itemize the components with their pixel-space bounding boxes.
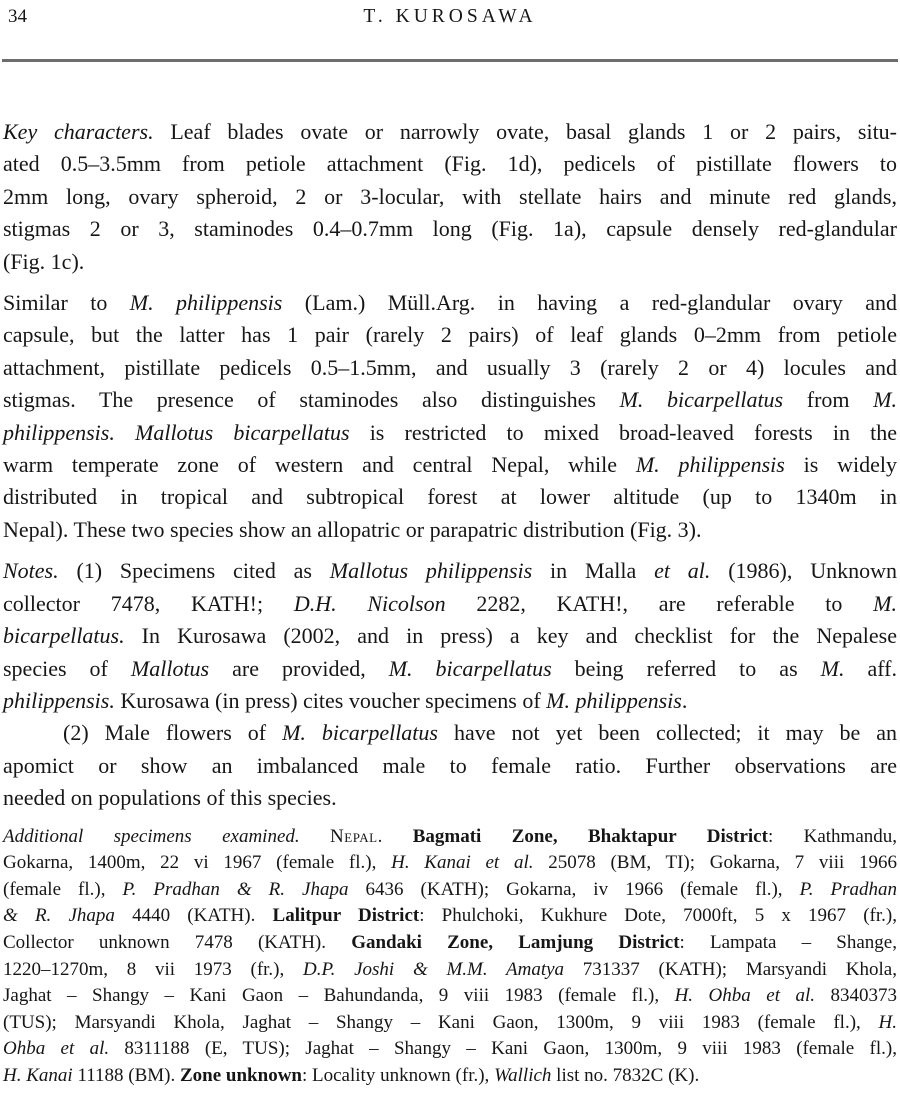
bold-text-run: Gandaki Zone, Lamjung District	[351, 931, 680, 953]
paragraph-specimens	[3, 824, 897, 1090]
paragraph-comparison	[3, 287, 897, 546]
text-run: 2mm long, ovary spheroid, 2 or 3-locular, with stellate hairs and minute red glands,	[3, 183, 897, 209]
italic-text-run: Additional specimens examined.	[3, 825, 300, 847]
italic-text-run: M.	[873, 387, 897, 413]
text-line	[3, 555, 897, 587]
text-run: are provided,	[209, 655, 389, 681]
bold-text-run: Lalitpur District	[272, 905, 420, 927]
text-run: 8340373	[815, 985, 897, 1007]
paragraph-key-characters	[3, 116, 897, 278]
text-line	[3, 930, 897, 957]
italic-text-run: M. bicarpellatus	[282, 720, 438, 746]
text-run: .	[377, 825, 413, 847]
italic-text-run: philippensis.	[3, 687, 115, 713]
text-run: list no. 7832C (K).	[551, 1064, 700, 1086]
text-line	[3, 181, 897, 213]
text-run: distributed in tropical and subtropical forest at lower altitude (up to 1340m in	[3, 484, 897, 510]
text-run: being referred to as	[551, 655, 821, 681]
paragraph-notes-2	[3, 717, 897, 814]
italic-text-run: M.	[820, 655, 845, 681]
italic-text-run: M. philippensis	[546, 687, 682, 713]
text-line	[3, 750, 897, 782]
text-run: Collector unknown 7478 (KATH).	[3, 931, 352, 953]
text-run: (Lam.) Müll.Arg. in having a red-glandular ovary and	[282, 290, 898, 316]
text-run: collector 7478, KATH!;	[3, 590, 294, 616]
text-run: stigmas. The presence of staminodes also distinguishes	[3, 387, 620, 413]
italic-text-run: Key characters.	[3, 119, 154, 144]
text-line	[3, 1063, 897, 1090]
text-run: 11188 (BM).	[72, 1064, 180, 1086]
text-run: Nepal). These two species show an allopatric or parapatric distribution (Fig. 3).	[3, 516, 702, 542]
text-run: 1220–1270m, 8 vii 1973 (fr.),	[3, 958, 303, 980]
italic-text-run: Ohba et al.	[3, 1038, 110, 1060]
italic-text-run: Wallich	[494, 1064, 552, 1086]
text-run	[300, 826, 330, 847]
italic-text-run: & R. Jhapa	[3, 905, 115, 927]
text-line	[3, 246, 897, 278]
text-line	[3, 620, 897, 652]
italic-text-run: philippensis. Mallotus bicarpellatus	[3, 419, 350, 445]
text-line	[3, 417, 897, 449]
text-line	[3, 877, 897, 904]
text-run: is restricted to mixed broad-leaved forests in the	[349, 419, 897, 445]
text-line	[3, 319, 897, 351]
text-line	[3, 514, 897, 546]
text-line	[3, 685, 897, 717]
text-run: species of	[3, 655, 131, 681]
page-header	[0, 4, 900, 30]
text-line	[3, 903, 897, 930]
text-line	[3, 352, 897, 384]
text-run: : Phulchoki, Kukhure Dote, 7000ft, 5 x 1967 (fr.),	[419, 905, 897, 927]
italic-text-run: M. philippensis	[129, 290, 283, 316]
italic-text-run: Mallotus	[130, 655, 210, 681]
text-line	[3, 287, 897, 319]
text-line	[3, 782, 897, 814]
text-line	[3, 449, 897, 481]
text-run: (1986), Unknown	[710, 558, 897, 584]
italic-text-run: H. Kanai	[3, 1064, 73, 1086]
text-run: Similar to	[3, 290, 130, 316]
text-run: In Kurosawa (2002, and in press) a key and checklist for the Nepalese	[124, 623, 897, 649]
text-run: .	[681, 687, 688, 713]
text-run: 8311188 (E, TUS); Jaghat – Shangy – Kani Gaon, 1300m, 9 viii 1983 (female fl.),	[109, 1038, 897, 1060]
text-line	[3, 1036, 897, 1063]
bold-text-run: Zone unknown	[180, 1064, 302, 1086]
text-run: (Fig. 1c).	[3, 248, 85, 274]
text-line	[3, 588, 897, 620]
text-run: 6436 (KATH); Gokarna, iv 1966 (female fl.),	[348, 878, 800, 900]
italic-text-run: Notes.	[3, 558, 59, 584]
text-line	[3, 717, 897, 749]
text-run: needed on populations of this species.	[3, 785, 337, 811]
text-run: ated 0.5–3.5mm from petiole attachment (Fig. 1d), pedicels of pistillate flowers to	[3, 151, 897, 177]
italic-text-run: Mallotus philippensis	[329, 558, 533, 584]
text-run: Jaghat – Shangy – Kani Gaon – Bahundanda, 9 viii 1983 (female fl.),	[3, 985, 675, 1007]
text-line	[3, 213, 897, 245]
italic-text-run: M.	[873, 590, 897, 616]
text-run: attachment, pistillate pedicels 0.5–1.5mm, and usually 3 (rarely 2 or 4) locules and	[3, 354, 897, 380]
text-run: warm temperate zone of western and central Nepal, while	[3, 452, 636, 478]
text-line	[3, 116, 897, 148]
text-line	[3, 983, 897, 1010]
text-run: 4440 (KATH).	[114, 905, 273, 927]
text-run: is widely	[784, 452, 897, 478]
text-line	[3, 148, 897, 180]
text-run: : Locality unknown (fr.),	[301, 1064, 495, 1086]
italic-text-run: D.P. Joshi & M.M. Amatya	[303, 958, 565, 980]
text-run: Gokarna, 1400m, 22 vi 1967 (female fl.),	[3, 852, 392, 874]
smallcaps-text-run: Nepal	[330, 825, 378, 847]
text-run: : Kathmandu,	[767, 825, 897, 847]
running-head-title: T. KUROSAWA	[363, 6, 537, 27]
text-run: 731337 (KATH); Marsyandi Khola,	[564, 958, 897, 980]
header-rule	[2, 59, 898, 62]
italic-text-run: M. bicarpellatus	[619, 387, 784, 413]
italic-text-run: M. bicarpellatus	[388, 655, 552, 681]
text-block	[3, 116, 897, 1089]
text-run: Kurosawa (in press) cites voucher specimens of	[114, 687, 547, 713]
text-run: (female fl.),	[3, 878, 123, 900]
text-run: : Lampata – Shange,	[679, 931, 897, 953]
text-run: 25078 (BM, TI); Gokarna, 7 viii 1966	[533, 852, 897, 874]
italic-text-run: H. Kanai et al.	[391, 852, 534, 874]
text-line	[3, 384, 897, 416]
text-run: apomict or show an imbalanced male to female ratio. Further observations are	[3, 752, 897, 778]
italic-text-run: et al.	[654, 558, 711, 584]
text-run: Leaf blades ovate or narrowly ovate, basal glands 1 or 2 pairs, situ-	[153, 119, 898, 144]
italic-text-run: P. Pradhan & R. Jhapa	[122, 878, 349, 900]
text-run: have not yet been collected; it may be an	[438, 720, 897, 746]
text-line	[3, 824, 897, 851]
text-run: (1) Specimens cited as	[58, 558, 330, 584]
italic-text-run: bicarpellatus.	[3, 623, 125, 649]
text-line	[3, 653, 897, 685]
text-run: in Malla	[532, 558, 655, 584]
bold-text-run: Bagmati Zone, Bhaktapur District	[412, 825, 768, 847]
italic-text-run: H.	[878, 1011, 897, 1033]
text-run: from	[783, 387, 874, 413]
text-run: (TUS); Marsyandi Khola, Jaghat – Shangy – Kani Gaon, 1300m, 9 viii 1983 (female fl.),	[3, 1011, 879, 1033]
text-run: (2) Male flowers of	[63, 720, 283, 746]
text-line	[3, 481, 897, 513]
italic-text-run: M. philippensis	[635, 452, 785, 478]
italic-text-run: H. Ohba et al.	[674, 985, 815, 1007]
text-line	[3, 1010, 897, 1037]
paragraph-notes-1	[3, 555, 897, 717]
text-line	[3, 850, 897, 877]
text-run: 2282, KATH!, are referable to	[445, 590, 874, 616]
text-run: capsule, but the latter has 1 pair (rarely 2 pairs) of leaf glands 0–2mm from petiole	[3, 322, 897, 348]
text-run: aff.	[844, 655, 897, 681]
italic-text-run: D.H. Nicolson	[293, 590, 446, 616]
italic-text-run: P. Pradhan	[799, 878, 897, 900]
text-line	[3, 957, 897, 984]
text-run: stigmas 2 or 3, staminodes 0.4–0.7mm long (Fig. 1a), capsule densely red-glandular	[3, 216, 897, 242]
page-number: 34	[8, 6, 27, 27]
